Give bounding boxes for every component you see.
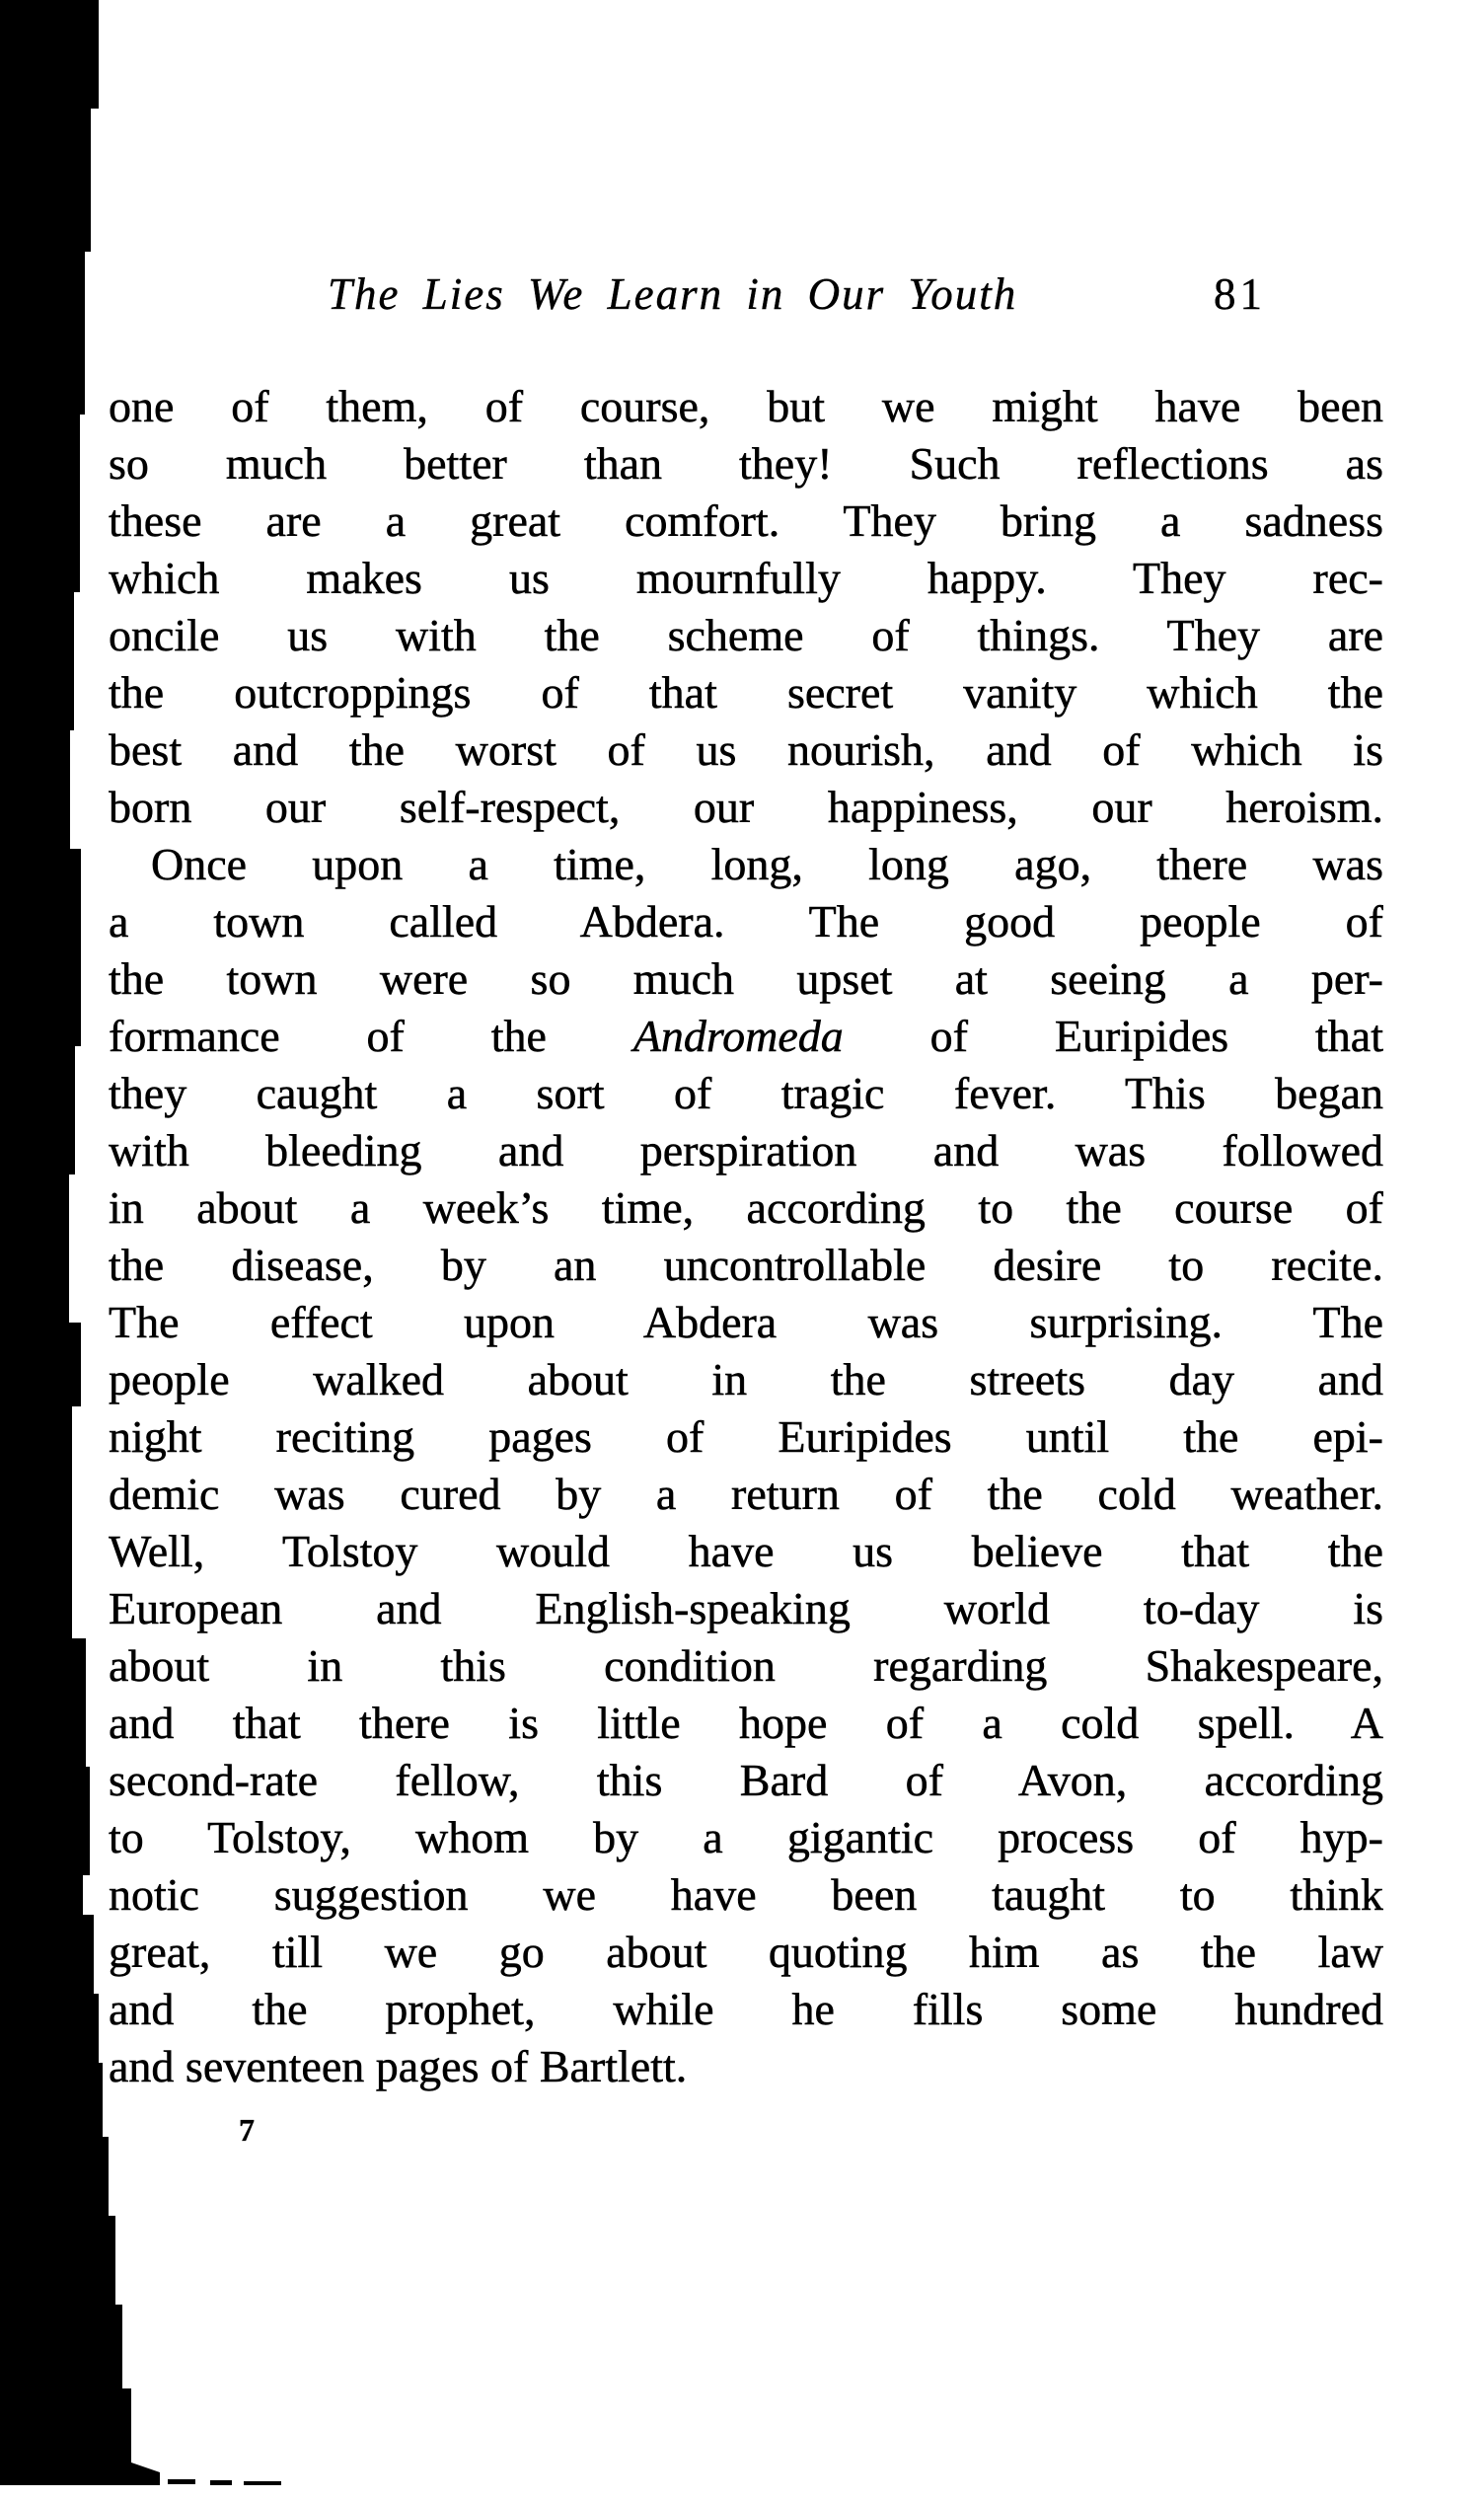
text-line [109, 1809, 1383, 1866]
text-line [109, 1237, 1383, 1294]
text-segment: which makes us mournfully happy. They rec- [109, 553, 1383, 603]
text-line [109, 1351, 1383, 1408]
text-line [109, 1523, 1383, 1580]
text-segment: the outcroppings of that secret vanity which the [109, 667, 1383, 718]
text-line [109, 378, 1383, 435]
text-segment: born our self-respect, our happiness, our heroism. [109, 782, 1383, 832]
text-segment: they caught a sort of tragic fever. This began [109, 1068, 1383, 1118]
text-line [109, 1466, 1383, 1523]
scan-artifact-dash [210, 2480, 232, 2485]
text-segment: notic suggestion we have been taught to think [109, 1869, 1383, 1920]
page-number: 81 [1214, 269, 1266, 319]
scan-artifact-dash [168, 2479, 195, 2484]
text-line [109, 1752, 1383, 1809]
text-segment: second-rate fellow, this Bard of Avon, according [109, 1755, 1383, 1805]
text-line [109, 435, 1383, 492]
text-line [109, 492, 1383, 550]
text-line [109, 1637, 1383, 1695]
text-line [109, 1924, 1383, 1981]
text-segment: great, till we go about quoting him as the law [109, 1927, 1383, 1977]
text-segment: the disease, by an uncontrollable desire to recite. [109, 1240, 1383, 1290]
text-segment: in about a week’s time, according to the course of [109, 1182, 1383, 1233]
text-segment: and the prophet, while he fills some hundred [109, 1984, 1383, 2034]
text-segment: so much better than they! Such reflections as [109, 438, 1383, 489]
text-segment: with bleeding and perspiration and was followed [109, 1125, 1383, 1175]
chapter-title: The Lies We Learn in Our Youth [328, 269, 1018, 319]
text-line [109, 1008, 1383, 1065]
text-segment: the town were so much upset at seeing a per- [109, 953, 1383, 1004]
text-line [109, 1065, 1383, 1122]
text-line [109, 1179, 1383, 1237]
text-line [109, 950, 1383, 1008]
text-segment: these are a great comfort. They bring a sadness [109, 495, 1383, 546]
text-segment: European and English-speaking world to-day is [109, 1583, 1383, 1633]
text-line [109, 1866, 1383, 1924]
text-line [109, 721, 1383, 779]
text-segment: and that there is little hope of a cold spell. A [109, 1698, 1383, 1748]
text-segment: The effect upon Abdera was surprising. The [109, 1297, 1383, 1347]
text-segment: oncile us with the scheme of things. They are [109, 610, 1383, 660]
body-text [109, 378, 1383, 2095]
text-segment: of Euripides that [843, 1011, 1383, 1061]
text-segment: one of them, of course, but we might have been [109, 381, 1383, 431]
scan-artifact-dash [244, 2481, 281, 2485]
text-segment: formance of the [109, 1011, 633, 1061]
text-line [109, 1695, 1383, 1752]
text-segment: night reciting pages of Euripides until the epi- [109, 1411, 1383, 1462]
text-line [109, 779, 1383, 836]
text-segment: best and the worst of us nourish, and of which is [109, 724, 1383, 775]
text-line [109, 893, 1383, 950]
text-line [109, 1294, 1383, 1351]
text-line [109, 1580, 1383, 1637]
running-header [109, 268, 1383, 328]
text-segment: people walked about in the streets day and [109, 1354, 1383, 1404]
signature-mark: 7 [239, 2112, 255, 2148]
text-line [109, 1122, 1383, 1179]
text-line [109, 1981, 1383, 2038]
text-segment: about in this condition regarding Shakespeare, [109, 1640, 1383, 1691]
text-segment: and seventeen pages of Bartlett. [109, 2041, 688, 2091]
text-line [109, 664, 1383, 721]
text-line [109, 607, 1383, 664]
text-segment: to Tolstoy, whom by a gigantic process of hyp- [109, 1812, 1383, 1862]
text-line [109, 2038, 1383, 2095]
text-segment: Well, Tolstoy would have us believe that the [109, 1526, 1383, 1576]
text-line [109, 836, 1383, 893]
text-segment: Once upon a time, long, long ago, there was [151, 839, 1383, 889]
text-line [109, 1408, 1383, 1466]
text-segment: a town called Abdera. The good people of [109, 896, 1383, 947]
italic-text-segment: Andromeda [632, 1011, 844, 1061]
text-segment: demic was cured by a return of the cold weather. [109, 1469, 1383, 1519]
text-line [109, 550, 1383, 607]
